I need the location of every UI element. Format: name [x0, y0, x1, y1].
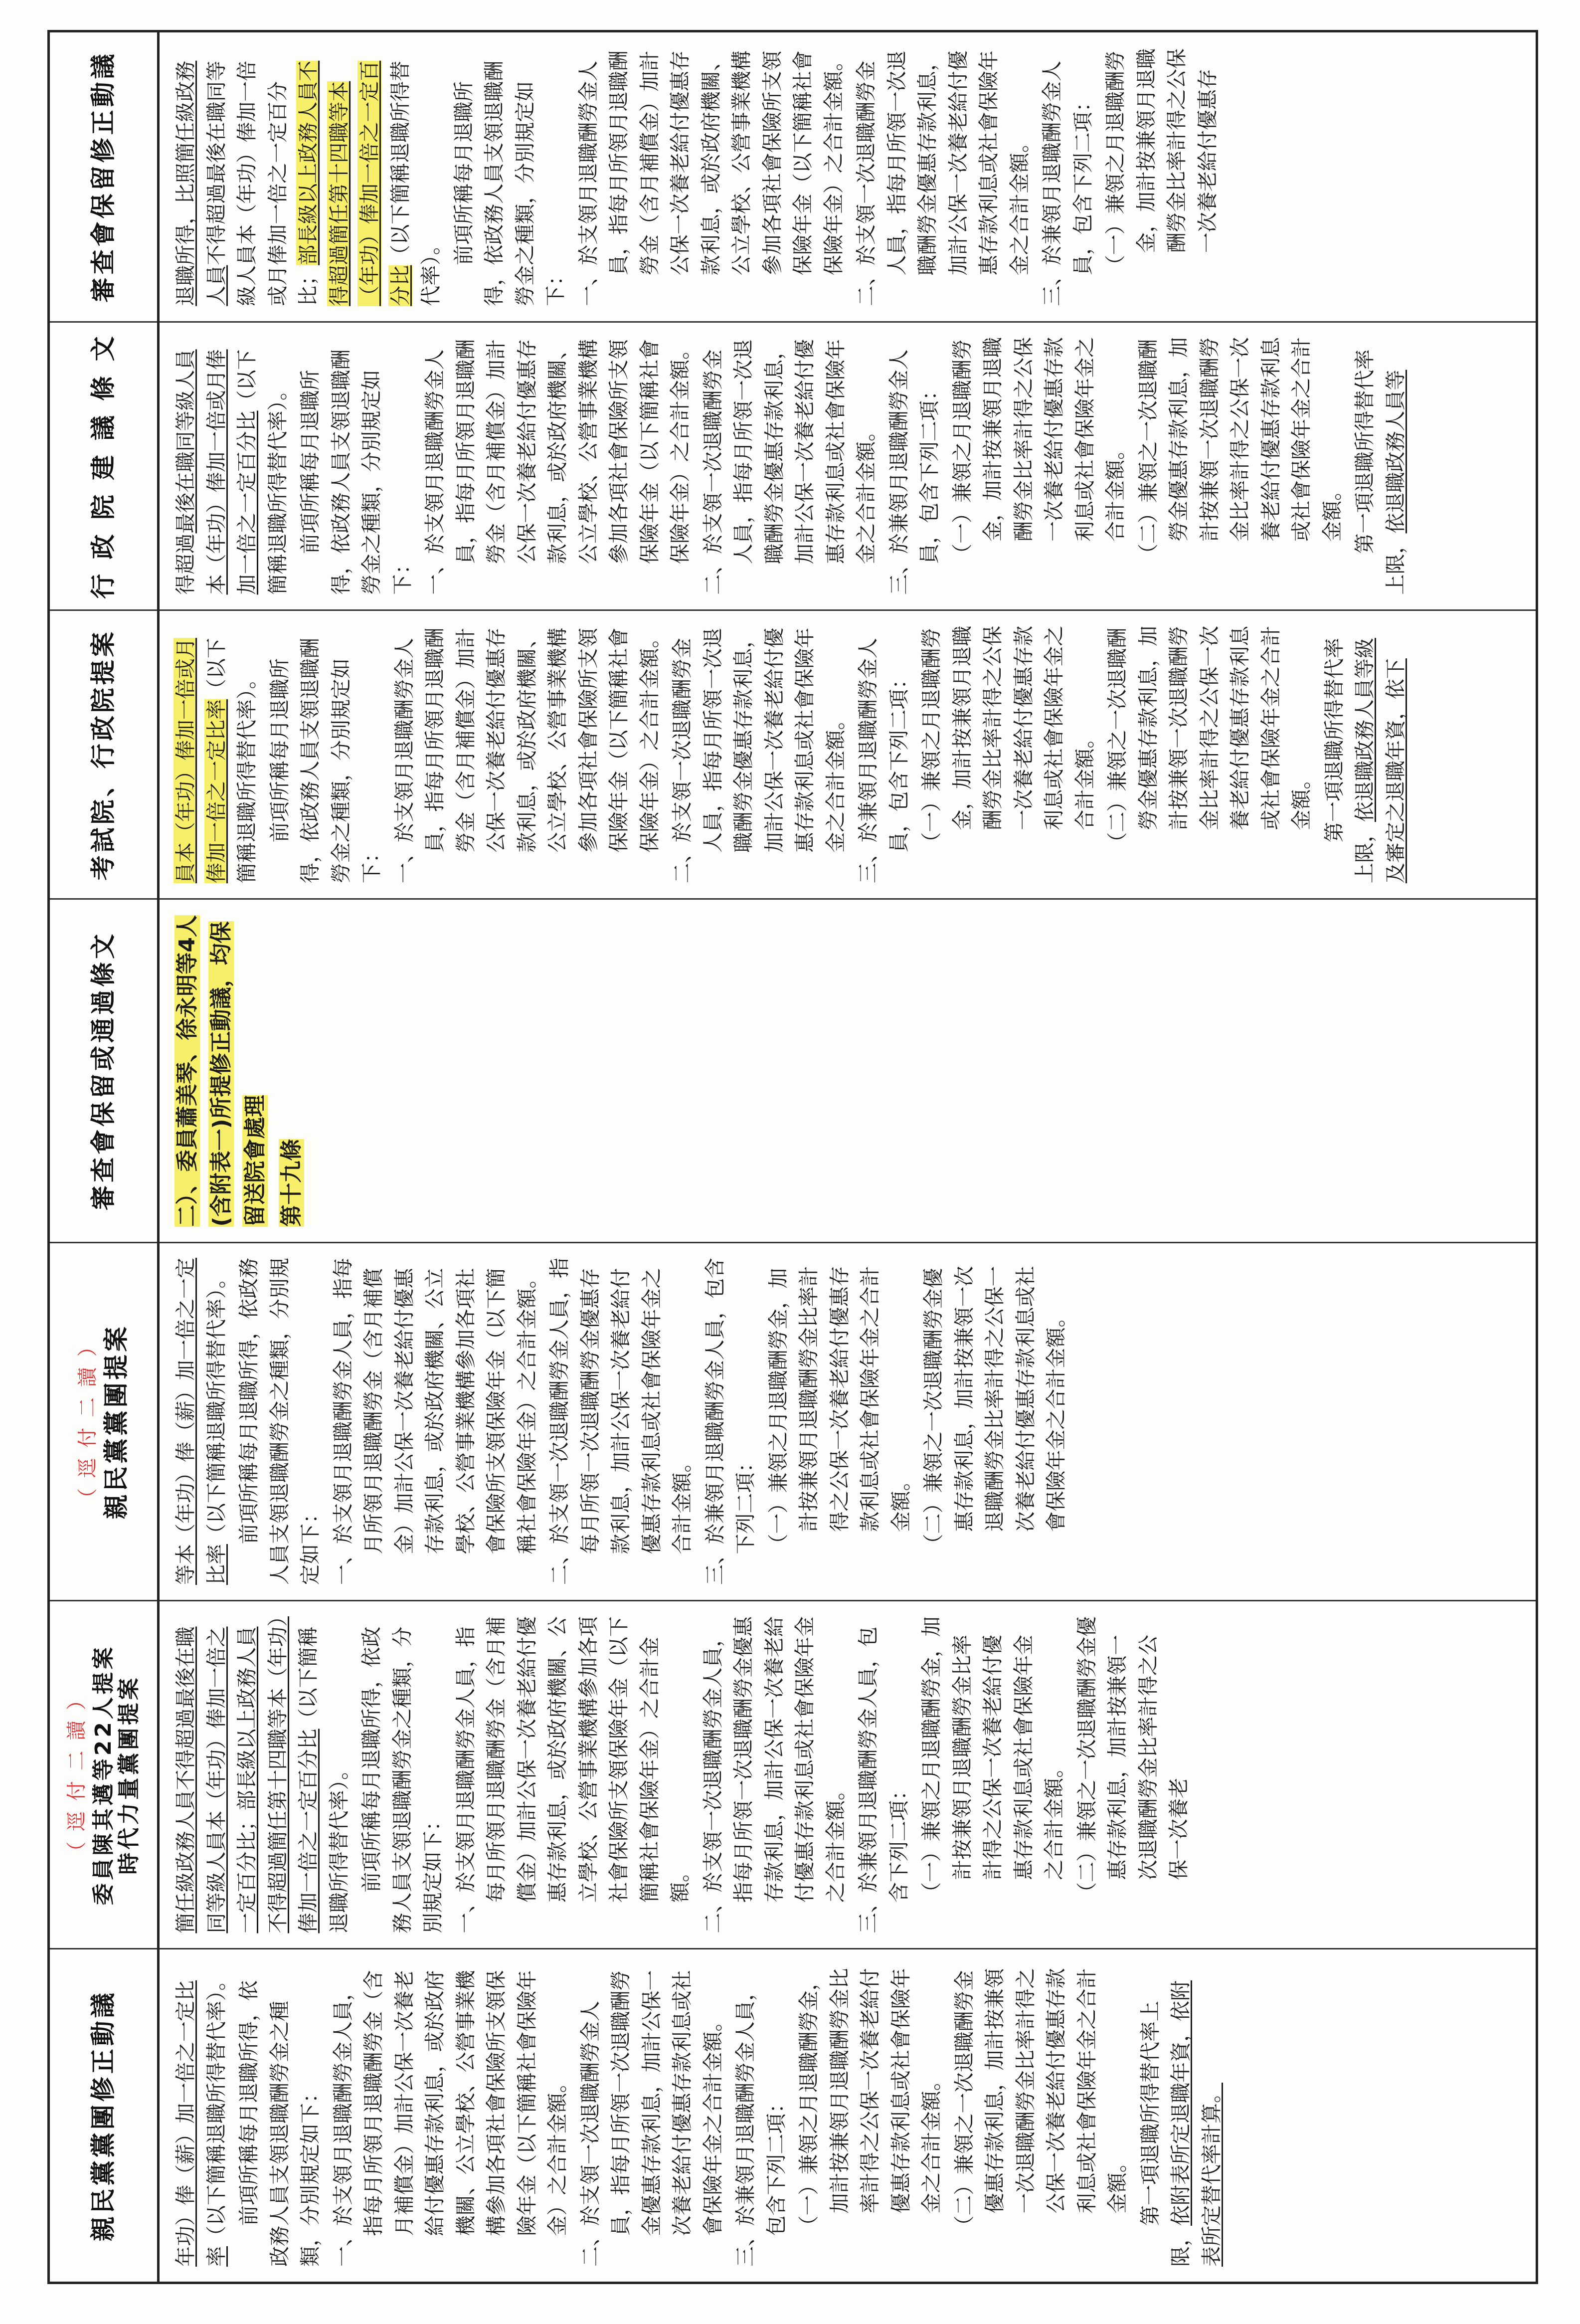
- article-item: 三、於兼領月退職酬勞金人員，包含下列二項：: [702, 1258, 757, 1585]
- article-subitem: （二）兼領之一次退職酬勞金優惠存款利息，加計按兼領一次退職酬勞金比率計得之公保一次養老給付優惠存款利息或社會保險年金之合計金額。: [921, 1266, 1068, 1554]
- column-reserved-motion: [160, 32, 1536, 321]
- article-text: 不得超過最後在職同等級人員本（年功）俸加一倍或月俸加一倍之一定百分比；: [204, 60, 320, 306]
- article-item: 三、於兼領月退職酬勞金人員，包含下列二項：: [733, 1980, 788, 2267]
- header-text: 行 政 院 建 議 條 文: [88, 333, 118, 599]
- article-item: 三、於兼領月退職酬勞金人員，包含下列二項：: [886, 349, 941, 595]
- article-paragraph: 前項所稱每月退職所得，依政務人員支領退職酬勞金之種類，分別規定如下：: [237, 1258, 322, 1585]
- article-subitem: （一）兼領之月退職酬勞金，加計按兼領月退職酬勞金比率計得之公保一次養老給付優惠存款利息或社會保險年金之合計金額。: [919, 625, 1097, 853]
- article-text: （以下簡稱退職所得替代率）。: [204, 1970, 228, 2246]
- article-paragraph: 前項所稱每月退職所得，依政務人員支領退職酬勞金之種類，分別規定如下：: [451, 60, 567, 306]
- article-subitem: （二）兼領之一次退職酬勞金優惠存款利息，加計按兼領一次退職酬勞金比率計得之公保一次養老: [1074, 1616, 1191, 1903]
- amended-text: 依退職政務人員等級及審定之退職年資，依下: [1353, 638, 1407, 884]
- article-item: 一、於支領月退職酬勞金人員，指每月所領月退職酬勞金（含月補償金）加計公保一次養老給付優惠存款利息，或於政府機關、公立學校、公營事業機構參加各項社會保險所支領保險年金（以下簡稱社會保險年金）之合計金額。: [331, 1258, 539, 1585]
- amended-text: 最後在職同等級人員本（年功）俸加一倍或月俸加一倍之一定百分比: [174, 349, 259, 595]
- amended-text: 等本（年功）俸（薪）加一倍之一定比率: [174, 1258, 228, 1585]
- article-subitem: （一）兼領之月退職酬勞金，加計按兼領月退職酬勞金比率計得之公保一次養老給付優惠存: [1103, 48, 1220, 276]
- article-subitem: （一）兼領之月退職酬勞金，加計按兼領月退職酬勞金比率計得之公保一次養老給付優惠存款利息或社會保險年金之合計金額。: [919, 1616, 1066, 1903]
- article-subitem: （一）兼領之月退職酬勞金，加計按兼領月退職酬勞金比率計得之公保一次養老給付優惠存款利息或社會保險年金之合計金額。: [797, 1968, 943, 2236]
- article-paragraph: 前項所稱每月退職所得，依政務人員支領退職酬勞金之種類，分別規定如下：: [267, 638, 383, 884]
- article-text: （以下簡稱退職所得替代率）。: [388, 60, 443, 306]
- article-item: 一、於支領月退職酬勞金人員，指每月所領月退職酬勞金（含月補償金）加計公保一次養老給付優惠存款利息，或於政府機關、公立學校、公營事業機構參加各項社會保險所支領保險年金（以下簡稱社會保險年金）之合計金額。: [576, 50, 846, 306]
- article-item: 三、於兼領月退職酬勞金人員，包含下列二項：: [856, 1626, 911, 1934]
- header-text: 委員陳其邁等22人提案: [90, 1644, 116, 1906]
- header-text: 親民黨黨團修正動議: [88, 1990, 118, 2242]
- article-subitem: （二）兼領之一次退職酬勞金優惠存款利息，加計按兼領一次退職酬勞金比率計得之公保一次養老給付優惠存款利息或社會保險年金之合計金額。: [952, 1968, 1129, 2236]
- article-paragraph: 前項所稱每月退職所得，依政務人員支領退職酬勞金之種類，分別規定如下：: [298, 349, 414, 595]
- header-pfp-proposal: [50, 1242, 157, 1600]
- article-subitem: （一）兼領之月退職酬勞金，加計按兼領月退職酬勞金比率計得之公保一次養老給付優惠存款利息或社會保險年金之合計金額。: [950, 337, 1127, 564]
- header-reserved-motion: [50, 32, 157, 321]
- article-item: 三、於兼領月退職酬勞金人員，包含下列二項：: [1040, 60, 1095, 306]
- header-exec-suggested: [50, 321, 157, 610]
- header-exam-exec-proposal: [50, 609, 157, 898]
- column-pfp-proposal: [160, 1242, 1536, 1600]
- article-paragraph: 前項所稱每月退職所得，依政務人員支領退職酬勞金之種類，分別規定如下：: [359, 1626, 445, 1934]
- header-text: 審查會保留修正動議: [88, 51, 118, 303]
- article-item: 一、於支領月退職酬勞金人員，指每月所領月退職酬勞金（含月補償金）加計公保一次養老給付優惠存款利息，或於政府機關、公立學校、公營事業機構參加各項社會保險所支領保險年金（以下簡稱社會保險年金）之合計金額。: [423, 339, 692, 595]
- amended-text: 退職所得，比照簡任級政務人員: [174, 60, 228, 306]
- article-item: 二、於支領一次退職酬勞金人員，指每月所領一次退職酬勞金優惠存款利息，加計公保一次養老給付優惠存款利息或社會保險年金之合計金額。: [547, 1258, 694, 1585]
- column-pfp-motion: [160, 1948, 1536, 2282]
- header-text: 審查會保留或通過條文: [88, 931, 118, 1210]
- header-text: 時代力量黨團提案: [116, 1675, 142, 1875]
- article-subitem: （二）兼領之一次退職酬勞金優惠存款利息，加計按兼領一次退職酬勞金比率計得之公保一次養老給付優惠存款利息或社會保險年金之合計金額。: [1105, 625, 1313, 853]
- column-exam-exec-proposal: [160, 609, 1536, 898]
- amended-text: 依退職政務人員等: [1383, 370, 1407, 534]
- article-item: 三、於兼領月退職酬勞金人員，包含下列二項：: [856, 638, 911, 884]
- header-note: （ 逕 付 二 讀 ）: [65, 1688, 88, 1862]
- column-committee-text: [160, 898, 1536, 1241]
- article-item: 二、於支領一次退職酬勞金人員，指每月所領一次退職酬勞金優惠存款利息，加計公保一次養老給付優惠存款利息或社會保險年金之合計金額。: [578, 1970, 725, 2267]
- article-paragraph: 前項所稱每月退職所得，依政務人員支領退職酬勞金之種類，分別規定如下：: [237, 1980, 322, 2267]
- column-exec-suggested: [160, 321, 1536, 610]
- article-text: 第一項退職所得替代率上限，: [1322, 638, 1377, 884]
- amended-text: 依附表所定退職年資，依附表所定替代率計算。: [1169, 1980, 1224, 2267]
- header-row: [50, 32, 160, 2282]
- header-note: （ 逕 付 二 讀 ）: [76, 1335, 99, 1509]
- amended-text: 員本（年功）俸加一倍或月俸加一倍之一定比率: [174, 638, 228, 884]
- article-item: 二、於支領一次退職酬勞金人員，指每月所領一次退職酬勞金優惠存款利息，加計公保一次養老給付優惠存款利息或社會保險年金之合計金額。: [701, 1616, 848, 1934]
- article-item: 二、於支領一次退職酬勞金人員，指每月所領一次退職酬勞金優惠存款利息，加計公保一次養老給付優惠存款利息或社會保險年金之合計金額。: [854, 50, 1032, 306]
- article-item: 二、於支領一次退職酬勞金人員，指每月所領一次退職酬勞金優惠存款利息，加計公保一次養老給付優惠存款利息或社會保險年金之合計金額。: [701, 339, 878, 595]
- committee-decision: 二）、委員蕭美琴、徐永明等4人(含附表一)所提修正動議，均保留送院會處理: [175, 915, 268, 1227]
- article-subitem: （一）兼領之月退職酬勞金，加計按兼領月退職酬勞金比率計得之公保一次養老給付優惠存款利息或社會保險年金之合計金額。: [766, 1266, 913, 1554]
- header-pfp-motion: [50, 1948, 157, 2282]
- header-text: 親民黨黨團提案: [101, 1324, 131, 1520]
- article-item: 一、於支領月退職酬勞金人員，指每月所領月退職酬勞金（含月補償金）加計公保一次養老給付優惠存款利息，或於政府機關、公立學校、公營事業機構參加各項社會保險所支領保險年金（以下簡稱社會保險年金）之合計金額。: [453, 1616, 692, 1934]
- header-text: 考試院、行政院提案: [88, 629, 118, 881]
- article-text: （以下簡稱退職所得替代率）。: [235, 349, 290, 595]
- article-item: 二、於支領一次退職酬勞金人員，指每月所領一次退職酬勞金優惠存款利息，加計公保一次養老給付優惠存款利息或社會保險年金之合計金額。: [670, 627, 848, 884]
- body-row: [160, 32, 1536, 2282]
- article-number: 第十九條: [278, 1139, 304, 1227]
- amended-text: 簡任級政務人員不得超過最後在職同等級人員本（年功）俸加一倍之一定百分比；部長級以上政務人員不得超過簡任第十四職等本（年功）俸加一倍之一定百分比: [174, 1616, 320, 1934]
- article-text: 第一項退職所得替代率上限，: [1138, 2001, 1193, 2267]
- comparison-table: [47, 30, 1538, 2284]
- article-subitem: （二）兼領之一次退職酬勞金優惠存款利息，加計按兼領一次退職酬勞金比率計得之公保一次養老給付優惠存款利息或社會保險年金之合計金額。: [1136, 337, 1344, 564]
- article-text: （以下簡稱退職所得替代率）。: [296, 1626, 351, 1934]
- header-chen-chi-mai-proposal: [50, 1600, 157, 1948]
- article-text: 得超過: [174, 533, 197, 595]
- article-item: 一、於支領月退職酬勞金人員，指每月所領月退職酬勞金（含月補償金）加計公保一次養老給付優惠存款利息，或於政府機關、公立學校、公營事業機構參加各項社會保險所支領保險年金（以下簡稱社會保險年金）之合計金額。: [392, 627, 662, 884]
- article-text: （以下簡稱退職所得替代率）。: [204, 638, 259, 884]
- amended-text: 年功）俸（薪）加一倍之一定比率: [174, 1980, 228, 2267]
- amended-text: 部長級以上政務人員不得超過簡任第十四職等本（年功）俸加一倍之一定百分比: [296, 60, 412, 306]
- article-text: 第一項退職所得替代率上限，: [1353, 349, 1407, 595]
- header-committee-text: [50, 898, 157, 1241]
- article-text: （以下簡稱退職所得替代率）。: [204, 1268, 228, 1545]
- article-item: 一、於支領月退職酬勞金人員，指每月所領月退職酬勞金（含月補償金）加計公保一次養老給付優惠存款利息，或於政府機關、公立學校、公營事業機構參加各項社會保險所支領保險年金（以下簡稱社會保險年金）之合計金額。: [331, 1970, 569, 2267]
- column-chen-chi-mai-proposal: [160, 1600, 1536, 1948]
